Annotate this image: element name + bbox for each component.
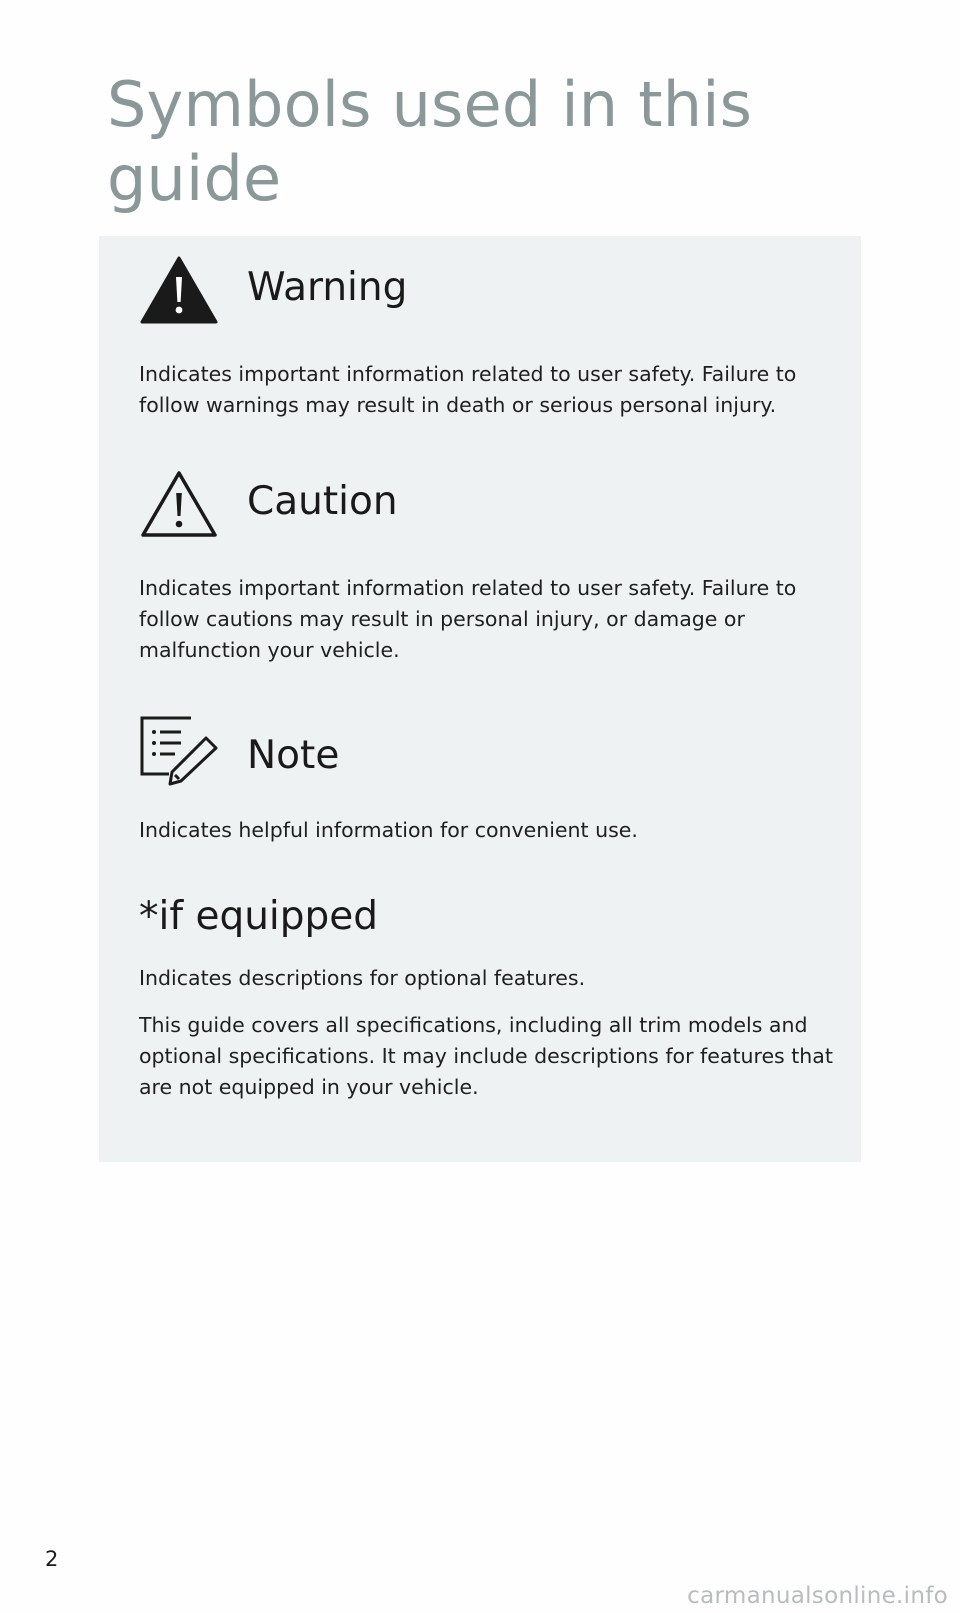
warning-filled-triangle-icon	[139, 254, 219, 326]
warning-description: Indicates important information related to user safety. Failure to follow warnings may result in death or serious personal injury.	[139, 362, 797, 417]
if-equipped-description: Indicates descriptions for optional features.	[139, 966, 586, 990]
note-title: Note	[247, 733, 340, 778]
caution-title: Caution	[247, 479, 398, 524]
note-pencil-icon	[139, 714, 219, 786]
caution-header	[139, 468, 839, 540]
coverage-text: This guide covers all specifications, including all trim models and optional specifications. It may include descriptions for features that are not equipped in your vehicle.	[139, 1013, 833, 1099]
note-description: Indicates helpful information for convenient use.	[139, 818, 638, 842]
page-title: Symbols used in this guide	[107, 68, 753, 215]
if-equipped-section	[139, 891, 839, 1103]
if-equipped-title: *if equipped	[139, 894, 379, 939]
caution-outline-triangle-icon	[139, 468, 219, 540]
warning-title: Warning	[247, 265, 408, 310]
symbols-panel	[99, 236, 861, 1162]
watermark: carmanualsonline.info	[687, 1583, 948, 1609]
caution-description: Indicates important information related to user safety. Failure to follow cautions may result in personal injury, or damage or malfunction your vehicle.	[139, 576, 797, 662]
warning-header	[139, 254, 839, 326]
page-number: 2	[45, 1547, 59, 1571]
warning-section	[139, 254, 839, 421]
caution-section	[139, 468, 839, 666]
note-header	[139, 714, 839, 786]
note-section	[139, 714, 839, 846]
